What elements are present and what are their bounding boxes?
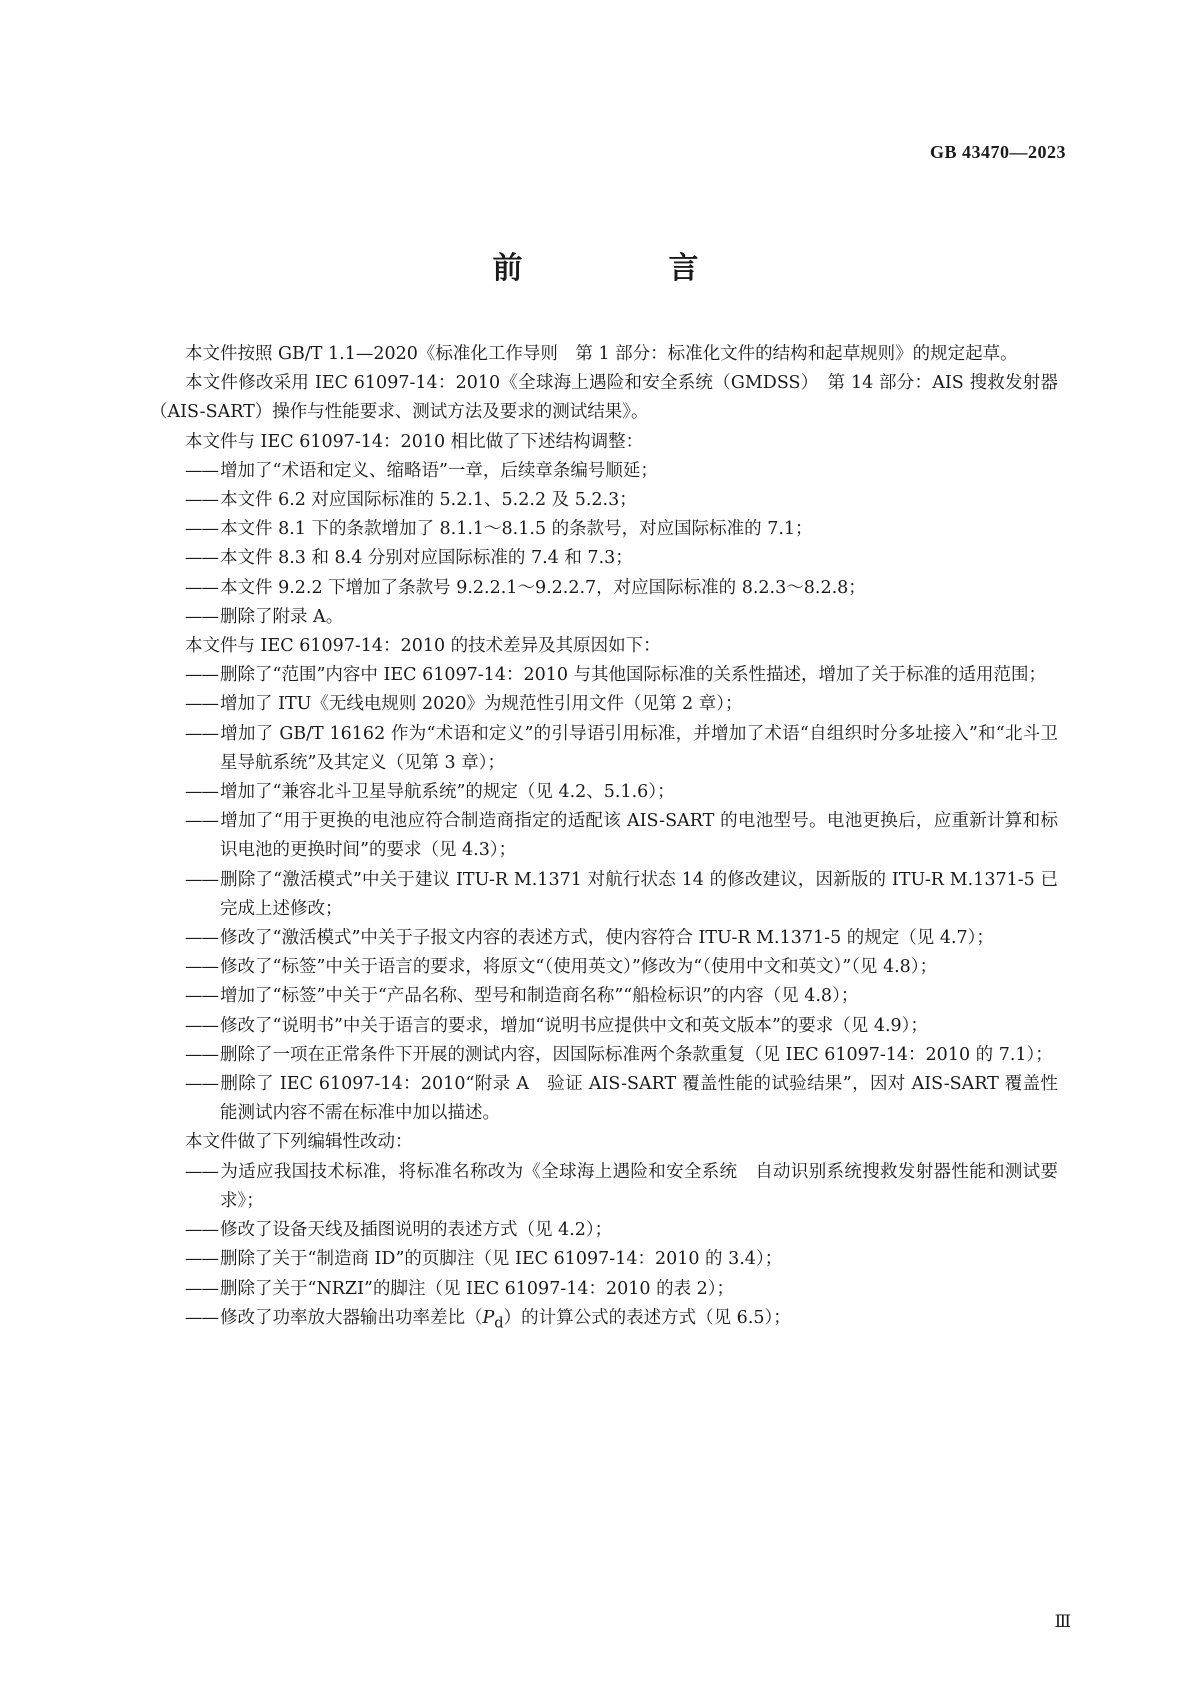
dash-mark: ——: [185, 1249, 218, 1270]
list-item-text: 增加了“用于更换的电池应符合制造商指定的适配该 AIS-SART 的电池型号。电池更换后，应重新计算和标识电池的更换时间”的要求（见 4.3）；: [220, 811, 1058, 861]
formula-symbol: P: [482, 1307, 495, 1328]
dash-mark: ——: [185, 1161, 218, 1182]
list-item-text: 删除了附录 A。: [220, 606, 344, 627]
dash-mark: ——: [185, 782, 218, 803]
list-item: [150, 1158, 1058, 1216]
list-item: [150, 924, 1058, 953]
intro-paragraph: 本文件修改采用 IEC 61097-14：2010《全球海上遇险和安全系统（GMDSS） 第 14 部分：AIS 搜救发射器（AIS-SART）操作与性能要求、测试方法及要求的测试结果》。: [150, 373, 1058, 423]
list-item-text: 本文件 6.2 对应国际标准的 5.2.1、5.2.2 及 5.2.3；: [220, 490, 637, 511]
list-item: [150, 1245, 1058, 1274]
list-item-text: 删除了关于“制造商 ID”的页脚注（见 IEC 61097-14：2010 的 3.4）；: [220, 1249, 783, 1270]
list-item: [150, 1275, 1058, 1304]
list-item-text: 为适应我国技术标准，将标准名称改为《全球海上遇险和安全系统 自动识别系统搜救发射器性能和测试要求》；: [220, 1161, 1058, 1211]
list-item-text: 修改了“说明书”中关于语言的要求，增加“说明书应提供中文和英文版本”的要求（见 4.9）；: [220, 1015, 928, 1036]
list-item: [150, 720, 1058, 778]
dash-mark: ——: [185, 928, 218, 949]
formula-subscript: d: [494, 1314, 504, 1332]
list-item: [150, 1304, 1058, 1338]
dash-mark: ——: [185, 1074, 218, 1095]
dash-mark: ——: [185, 490, 218, 511]
list-item-text: 修改了功率放大器输出功率差比（: [220, 1307, 483, 1328]
dash-mark: ——: [185, 548, 218, 569]
list-item-text: 增加了“术语和定义、缩略语”一章，后续章条编号顺延；: [220, 460, 658, 481]
dash-mark: ——: [185, 723, 218, 744]
dash-mark: ——: [185, 519, 218, 540]
list-item-text: ）的计算公式的表述方式（见 6.5）；: [503, 1307, 791, 1328]
dash-mark: ——: [185, 957, 218, 978]
list-item: [150, 1041, 1058, 1070]
list-item-text: 本文件 8.3 和 8.4 分别对应国际标准的 7.4 和 7.3；: [220, 548, 633, 569]
list-item-text: 删除了“范围”内容中 IEC 61097-14：2010 与其他国际标准的关系性描述，增加了关于标准的适用范围；: [220, 665, 1047, 686]
list-item: [150, 866, 1058, 924]
list-item: [150, 661, 1058, 690]
list-item: [150, 486, 1058, 515]
list-item-text: 修改了“激活模式”中关于子报文内容的表述方式，使内容符合 ITU-R M.1371-5 的规定（见 4.7）；: [220, 928, 994, 949]
list-item: [150, 457, 1058, 486]
dash-mark: ——: [185, 811, 218, 832]
list-item-text: 增加了“兼容北斗卫星导航系统”的规定（见 4.2、5.1.6）；: [220, 782, 675, 803]
list-item: [150, 778, 1058, 807]
dash-mark: ——: [185, 460, 218, 481]
list-item: [150, 953, 1058, 982]
standard-code: GB 43470—2023: [929, 142, 1066, 162]
page-title: 前 言: [492, 251, 757, 286]
dash-mark: ——: [185, 694, 218, 715]
list-item-text: 修改了“标签”中关于语言的要求，将原文“（使用英文）”修改为“（使用中文和英文）”（见 4.8）；: [220, 957, 938, 978]
list-item: [150, 690, 1058, 719]
list-item-text: 增加了 GB/T 16162 作为“术语和定义”的引导语引用标准，并增加了术语“自组织时分多址接入”和“北斗卫星导航系统”及其定义（见第 3 章）；: [220, 723, 1058, 773]
dash-mark: ——: [185, 1015, 218, 1036]
list-item: [150, 1012, 1058, 1041]
list-item: [150, 603, 1058, 632]
dash-mark: ——: [185, 869, 218, 890]
editorial-lead: 本文件做了下列编辑性改动：: [185, 1132, 413, 1153]
list-item-text: 增加了 ITU《无线电规则 2020》为规范性引用文件（见第 2 章）；: [220, 694, 743, 715]
list-item-text: 删除了“激活模式”中关于建议 ITU-R M.1371 对航行状态 14 的修改建议，因新版的 ITU-R M.1371-5 已完成上述修改；: [220, 869, 1058, 919]
list-item: [150, 807, 1058, 865]
document-body: [150, 340, 1058, 1337]
list-item: [150, 1070, 1058, 1128]
technical-lead: 本文件与 IEC 61097-14：2010 的技术差异及其原因如下：: [185, 636, 661, 657]
dash-mark: ——: [185, 1044, 218, 1065]
dash-mark: ——: [185, 986, 218, 1007]
list-item-text: 本文件 9.2.2 下增加了条款号 9.2.2.1～9.2.2.7，对应国际标准的 8.2.3～8.2.8；: [220, 577, 866, 598]
page-number: Ⅲ: [1054, 1612, 1071, 1632]
dash-mark: ——: [185, 665, 218, 686]
list-item-text: 删除了 IEC 61097-14：2010“附录 A 验证 AIS-SART 覆盖性能的试验结果”，因对 AIS-SART 覆盖性能测试内容不需在标准中加以描述。: [220, 1074, 1058, 1124]
list-item: [150, 574, 1058, 603]
list-item-text: 本文件 8.1 下的条款增加了 8.1.1～8.1.5 的条款号，对应国际标准的 7.1；: [220, 519, 813, 540]
dash-mark: ——: [185, 606, 218, 627]
list-item: [150, 982, 1058, 1011]
list-item: [150, 515, 1058, 544]
dash-mark: ——: [185, 1307, 218, 1328]
dash-mark: ——: [185, 1278, 218, 1299]
dash-mark: ——: [185, 1220, 218, 1241]
list-item-text: 增加了“标签”中关于“产品名称、型号和制造商名称”“船检标识”的内容（见 4.8）；: [220, 986, 859, 1007]
structural-lead: 本文件与 IEC 61097-14：2010 相比做了下述结构调整：: [185, 431, 644, 452]
list-item: [150, 1216, 1058, 1245]
list-item-text: 删除了关于“NRZI”的脚注（见 IEC 61097-14：2010 的表 2）；: [220, 1278, 735, 1299]
dash-mark: ——: [185, 577, 218, 598]
list-item: [150, 544, 1058, 573]
list-item-text: 修改了设备天线及插图说明的表述方式（见 4.2）；: [220, 1220, 613, 1241]
list-item-text: 删除了一项在正常条件下开展的测试内容，因国际标准两个条款重复（见 IEC 61097-14：2010 的 7.1）；: [220, 1044, 1053, 1065]
intro-paragraph: 本文件按照 GB/T 1.1—2020《标准化工作导则 第 1 部分：标准化文件的结构和起草规则》的规定起草。: [185, 344, 1018, 364]
